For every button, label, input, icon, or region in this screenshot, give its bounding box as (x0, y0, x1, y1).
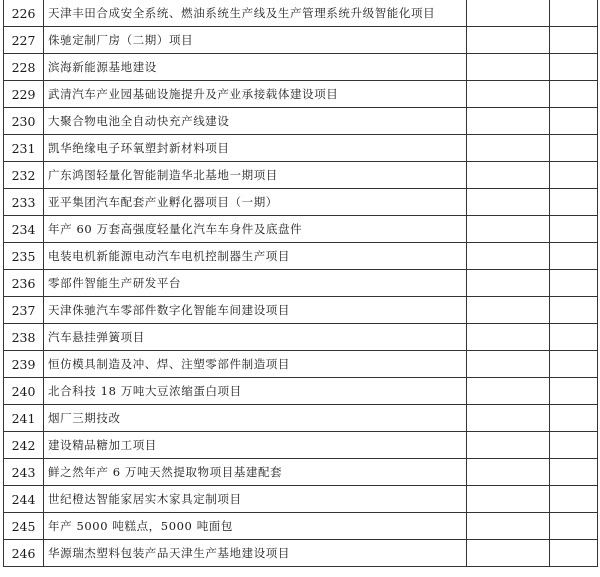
column-3-cell (467, 54, 550, 81)
column-4-cell (550, 378, 598, 405)
column-3-cell (467, 540, 550, 567)
column-4-cell (550, 216, 598, 243)
column-4-cell (550, 513, 598, 540)
row-number-cell: 236 (4, 270, 44, 297)
table-row (4, 432, 598, 459)
row-number-cell: 237 (4, 297, 44, 324)
column-3-cell (467, 405, 550, 432)
column-3-cell (467, 486, 550, 513)
project-name-cell: 年产 5000 吨糕点，5000 吨面包 (44, 513, 467, 540)
table-row (4, 270, 598, 297)
row-number-cell: 242 (4, 432, 44, 459)
column-4-cell (550, 54, 598, 81)
project-name-cell: 汽车悬挂弹簧项目 (44, 324, 467, 351)
project-name-cell: 华源瑞杰塑料包装产品天津生产基地建设项目 (44, 540, 467, 567)
column-4-cell (550, 27, 598, 54)
column-4-cell (550, 540, 598, 567)
column-3-cell (467, 27, 550, 54)
row-number-cell: 230 (4, 108, 44, 135)
table-row (4, 297, 598, 324)
table-row (4, 378, 598, 405)
row-number-cell: 243 (4, 459, 44, 486)
project-name-cell: 建设精品糖加工项目 (44, 432, 467, 459)
column-3-cell (467, 81, 550, 108)
row-number-cell: 231 (4, 135, 44, 162)
column-4-cell (550, 243, 598, 270)
column-3-cell (467, 243, 550, 270)
column-4-cell (550, 81, 598, 108)
project-name-cell: 年产 60 万套高强度轻量化汽车车身件及底盘件 (44, 216, 467, 243)
table-row (4, 486, 598, 513)
project-name-cell: 恒仿模具制造及冲、焊、注塑零部件制造项目 (44, 351, 467, 378)
row-number-cell: 234 (4, 216, 44, 243)
table-row (4, 243, 598, 270)
column-4-cell (550, 459, 598, 486)
row-number-cell: 241 (4, 405, 44, 432)
column-3-cell (467, 108, 550, 135)
table-row (4, 540, 598, 567)
column-3-cell (467, 135, 550, 162)
table-row (4, 0, 598, 27)
column-3-cell (467, 0, 550, 27)
column-4-cell (550, 297, 598, 324)
row-number-cell: 228 (4, 54, 44, 81)
project-name-cell: 亚平集团汽车配套产业孵化器项目（一期） (44, 189, 467, 216)
project-name-cell: 大聚合物电池全自动快充产线建设 (44, 108, 467, 135)
column-4-cell (550, 432, 598, 459)
row-number-cell: 227 (4, 27, 44, 54)
project-name-cell: 烟厂三期技改 (44, 405, 467, 432)
project-name-cell: 凯华绝缘电子环氧塑封新材料项目 (44, 135, 467, 162)
column-3-cell (467, 216, 550, 243)
column-4-cell (550, 351, 598, 378)
project-name-cell: 天津丰田合成安全系统、燃油系统生产线及生产管理系统升级智能化项目 (44, 0, 467, 27)
row-number-cell: 229 (4, 81, 44, 108)
table-row (4, 27, 598, 54)
row-number-cell: 235 (4, 243, 44, 270)
table-row (4, 54, 598, 81)
table-row (4, 405, 598, 432)
column-4-cell (550, 108, 598, 135)
column-3-cell (467, 432, 550, 459)
table-row (4, 324, 598, 351)
table-row (4, 216, 598, 243)
table-row (4, 351, 598, 378)
table-row (4, 459, 598, 486)
table-row (4, 162, 598, 189)
row-number-cell: 239 (4, 351, 44, 378)
project-name-cell: 北合科技 18 万吨大豆浓缩蛋白项目 (44, 378, 467, 405)
row-number-cell: 226 (4, 0, 44, 27)
project-name-cell: 滨海新能源基地建设 (44, 54, 467, 81)
project-name-cell: 鲜之然年产 6 万吨天然提取物项目基建配套 (44, 459, 467, 486)
row-number-cell: 232 (4, 162, 44, 189)
column-4-cell (550, 324, 598, 351)
column-3-cell (467, 297, 550, 324)
column-3-cell (467, 513, 550, 540)
row-number-cell: 245 (4, 513, 44, 540)
project-table-body (4, 0, 598, 567)
row-number-cell: 244 (4, 486, 44, 513)
column-3-cell (467, 270, 550, 297)
table-row (4, 189, 598, 216)
column-3-cell (467, 162, 550, 189)
column-4-cell (550, 162, 598, 189)
column-4-cell (550, 405, 598, 432)
table-row (4, 135, 598, 162)
row-number-cell: 238 (4, 324, 44, 351)
row-number-cell: 246 (4, 540, 44, 567)
project-name-cell: 广东鸿图轻量化智能制造华北基地一期项目 (44, 162, 467, 189)
table-row (4, 108, 598, 135)
project-name-cell: 电装电机新能源电动汽车电机控制器生产项目 (44, 243, 467, 270)
table-row (4, 81, 598, 108)
project-table (3, 0, 598, 567)
column-4-cell (550, 0, 598, 27)
column-3-cell (467, 351, 550, 378)
row-number-cell: 233 (4, 189, 44, 216)
table-row (4, 513, 598, 540)
column-3-cell (467, 324, 550, 351)
project-name-cell: 武清汽车产业园基础设施提升及产业承接载体建设项目 (44, 81, 467, 108)
project-name-cell: 世纪橙达智能家居实木家具定制项目 (44, 486, 467, 513)
project-name-cell: 天津侏驰汽车零部件数字化智能车间建设项目 (44, 297, 467, 324)
column-4-cell (550, 135, 598, 162)
column-4-cell (550, 486, 598, 513)
project-name-cell: 零部件智能生产研发平台 (44, 270, 467, 297)
column-3-cell (467, 459, 550, 486)
column-3-cell (467, 189, 550, 216)
row-number-cell: 240 (4, 378, 44, 405)
column-4-cell (550, 189, 598, 216)
column-4-cell (550, 270, 598, 297)
column-3-cell (467, 378, 550, 405)
project-name-cell: 侏驰定制厂房（二期）项目 (44, 27, 467, 54)
